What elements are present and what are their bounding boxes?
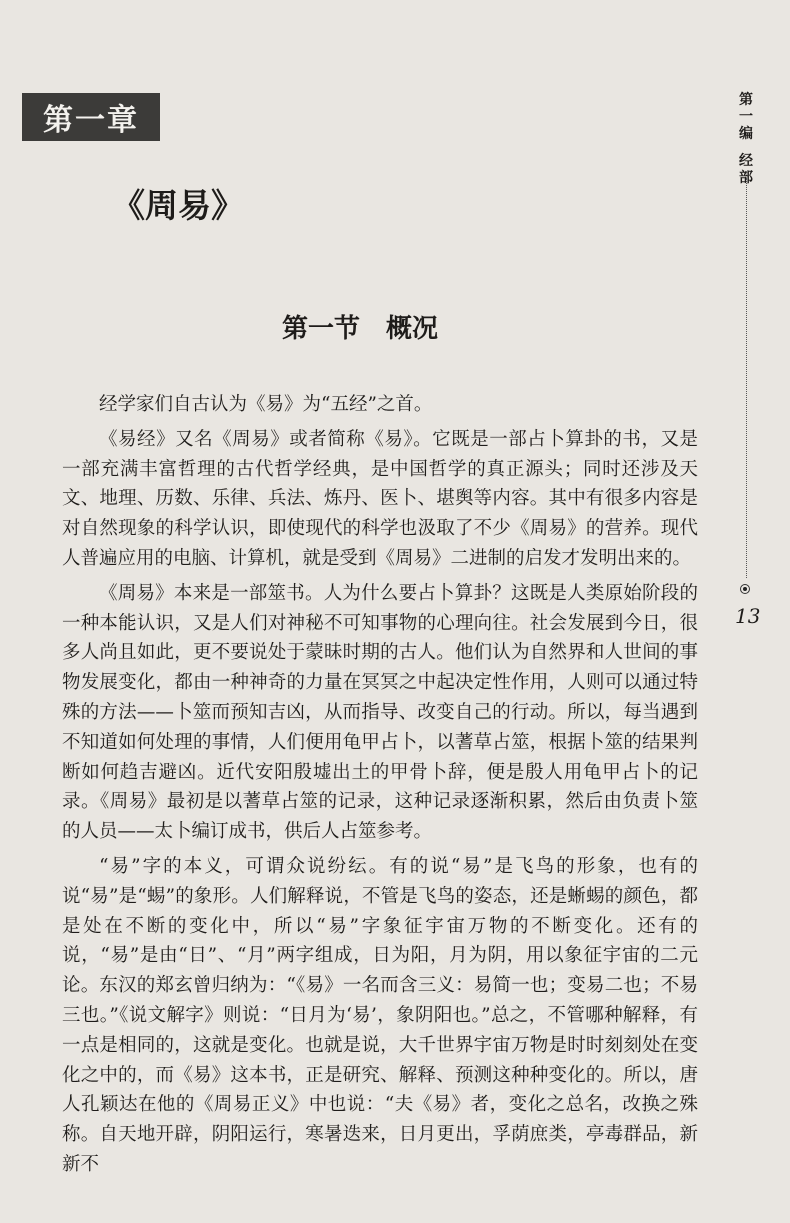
part-label-char: 一 (739, 109, 753, 125)
paragraph: “易”字的本义，可谓众说纷纭。有的说“易”是飞鸟的形象，也有的说“易”是“蜴”的象形。人们解释说，不管是飞鸟的姿态，还是蜥蜴的颜色，都是处在不断的变化中，所以“易”字象征宇宙万物的不断变化。还有的说，“易”是由“日”、“月”两字组成，日为阳，月为阴，用以象征宇宙的二元论。东汉的郑玄曾归纳为：“《易》一名而含三义：易简一也；变易二也；不易三也。”《说文解字》则说：“日月为‘易’，象阴阳也。”总之，不管哪种解释，有一点是相同的，这就是变化。也就是说，大千世界宇宙万物是时时刻刻处在变化之中的，而《易》这本书，正是研究、解释、预测这种种变化的。所以，唐人孔颖达在他的《周易正义》中也说：“夫《易》者，变化之总名，改换之殊称。自天地开辟，阴阳运行，寒暑迭来，日月更出，孚荫庶类，亭毒群品，新新不 (62, 855, 698, 1175)
paragraph: 《周易》本来是一部筮书。人为什么要占卜算卦？这既是人类原始阶段的一种本能认识，又是人们对神秘不可知事物的心理向往。社会发展到今日，很多人尚且如此，更不要说处于蒙昧时期的古人。他们认为自然界和人世间的事物发展变化，都由一种神奇的力量在冥冥之中起决定性作用，人则可以通过特殊的方法——卜筮而预知吉凶，从而指导、改变自己的行动。所以，每当遇到不知道如何处理的事情，人们便用龟甲占卜，以蓍草占筮，根据卜筮的结果判断如何趋吉避凶。近代安阳殷墟出土的甲骨卜辞，便是殷人用龟甲占卜的记录。《周易》最初是以蓍草占筮的记录，这种记录逐渐积累，然后由负责卜筮的人员——太卜编订成书，供后人占筮参考。 (62, 582, 698, 843)
chapter-label: 第一章 (43, 103, 139, 138)
page-number: 13 (735, 604, 761, 628)
part-label-char: 编 (739, 126, 753, 142)
body-text (62, 390, 698, 1185)
part-name-char: 部 (739, 170, 753, 186)
part-label-char: 第 (739, 92, 753, 108)
paragraph: 经学家们自古认为《易》为“五经”之首。 (99, 394, 433, 415)
part-name-char: 经 (739, 153, 753, 169)
part-side-label (735, 92, 757, 187)
paragraph: 《易经》又名《周易》或者简称《易》。它既是一部占卜算卦的书，又是一部充满丰富哲理的古代哲学经典，是中国哲学的真正源头；同时还涉及天文、地理、历数、乐律、兵法、炼丹、医卜、堪舆等内容。其中有很多内容是对自然现象的科学认识，即使现代的科学也汲取了不少《周易》的营养。现代人普遍应用的电脑、计算机，就是受到《周易》二进制的启发才发明出来的。 (62, 428, 698, 569)
side-dotted-rule (746, 178, 747, 578)
section-title: 第一节 概况 (281, 314, 438, 344)
page-marker-icon (740, 584, 750, 594)
book-title: 《周易》 (112, 186, 244, 225)
chapter-heading-box (22, 93, 160, 141)
